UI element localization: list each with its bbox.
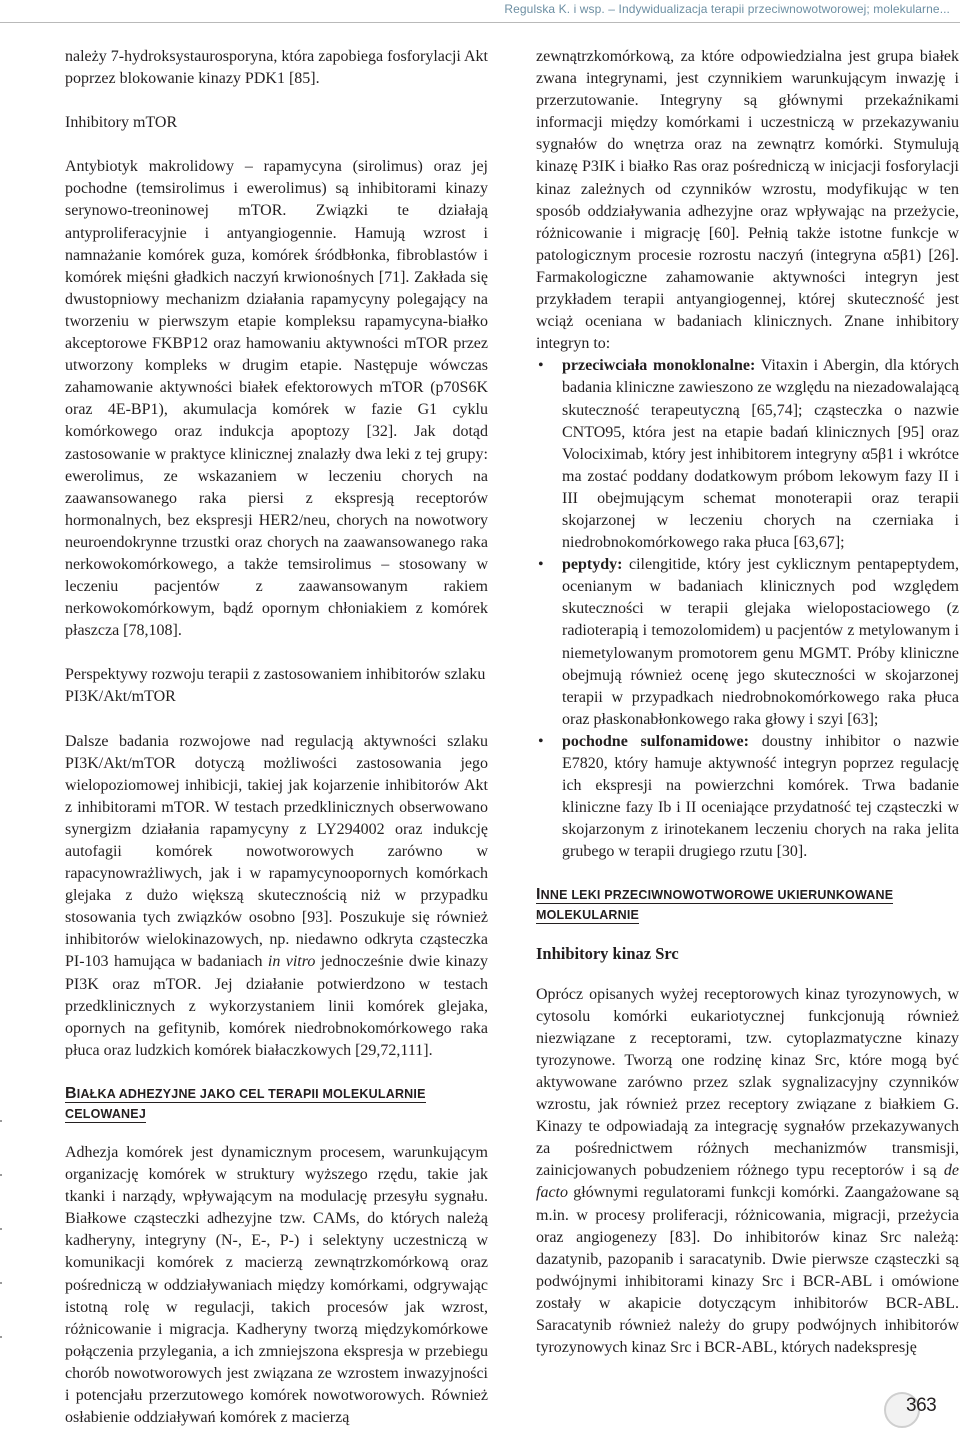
list-item	[536, 554, 959, 731]
running-head: Regulska K. i wsp. – Indywidualizacja terapii przeciwnowotworowej; molekularne...	[504, 2, 950, 16]
margin-marks	[0, 1120, 3, 1380]
integrin-inhibitor-list	[536, 355, 959, 863]
section-heading-adhesion-text: IAŁKA ADHEZYJNE JAKO CEL TERAPII MOLEKULARNIE CELOWANEJ	[65, 1086, 426, 1121]
right-column	[536, 46, 959, 1359]
paragraph-perspectives	[65, 731, 488, 1062]
paragraph-mtor: Antybiotyk makrolidowy – rapamycyna (sirolimus) oraz jej pochodne (temsirolimus i ewerolimus) są inhibitorami kinazy serynowo-treoninowej mTOR. Związki te działają antyproliferacyjnie i antyangiogennie. Hamują wzrost i namnażanie komórek guza, komórek śródbłonka, fibroblastów i komórek mięśni gładkich naczyń krwionośnych [71]. Zakłada się dwustopniowy mechanizm działania rapamycyny polegający na tworzeniu w pierwszym etapie kompleksu rapamycyna-białko akceptorowe FKBP12 oraz hamowaniu aktywności mTOR przez utworzony kompleks w drugim etapie. Następuje wówczas zahamowanie aktywności białek efektorowych mTOR (p70S6K oraz 4E-BP1), akumulacja komórek w fazie G1 cyklu komórkowego oraz indukcja apoptozy [32]. Jak dotąd zastosowanie w praktyce klinicznej znalazły dwa leki z tej grupy: ewerolimus, ze wskazaniem w leczeniu chorych na zaawansowanego raka piersi z ekspresją receptorów hormonalnych, bez ekspresji HER2/neu, chorych na nowotwory neuroendokrynne trzustki oraz chorych na zaawansowanego raka nerkowokomórkowego, a także temsirolimus – stosowany w leczeniu pacjentów z zaawansowanym rakiem nerkowokomórkowym, bądź opornym chłoniakiem z komórek płaszcza [78,108].	[65, 158, 488, 640]
list-item-term: przeciwciała monoklonalne:	[562, 357, 756, 375]
list-item-text: doustny inhibitor o nazwie E7820, który hamuje aktywność integryn poprzez regulację ich ekspresji na powierzchni komórek. Trwa badanie kliniczne fazy Ib i II oceniające przydatność tej cząsteczki w skojarzonym z irinotekanem leczeniu chorych na raka jelita grubego w terapii drugiego rzutu [30].	[562, 732, 959, 861]
list-item-term: peptydy:	[562, 556, 623, 574]
paragraph-perspectives-part2: jednocześnie dwie kinazy PI3K oraz mTOR. Jej działanie potwierdzono w testach przedklinicznych z wykorzystaniem linii komórek glejaka, opornych na gefitynib, komórek niedrobnokomórkowego raka płuca oraz ludzkich komórek białaczkowych [29,72,111].	[65, 953, 488, 1059]
section-heading-other-cap: I	[536, 886, 541, 904]
list-item-text: cilengitide, który jest cyklicznym pentapeptydem, ocenianym w badaniach klinicznych pod względem skuteczności w terapii glejaka wielopostaciowego (z radioterapią i temozolomidem) u pacjentów z metylowanym i niemetylowanym promotorem genu MGMT. Próby kliniczne obejmują również ocenę jego skuteczności w skojarzonej terapii w przypadkach niedrobnokomórkowego raka płuca oraz płaskonabłonkowego raka głowy i szyi [63];	[562, 556, 959, 728]
paragraph-adhesion: Adhezja komórek jest dynamicznym procesem, warunkującym organizację komórek w struktury wyższego rzędu, takie jak tkanki i narządy, wpływającym na modulację przesyłu sygnału. Białkowe cząsteczki adhezyjne tzw. CAMs, do których należą kadheryny, integryny (N-, E-, P-) i selektyny uczestniczą w komunikacji komórek z macierzą zewnątrzkomórkową oraz pośredniczą w oddziaływaniach między komórkami, odgrywając istotną rolę w regulacji, takich procesów jak wzrost, różnicowanie i migracja. Kadheryny tworzą międzykomórkowe połączenia przylegania, a ich zmniejszona ekspresja w przebiegu chorób nowotworowych jest związana ze wzrostem inwazyjności i potencjału przerzutowego komórek nowotworowych. Również osłabienie oddziaływań komórek z macierzą	[65, 1143, 488, 1427]
section-heading-other-drugs	[536, 885, 959, 925]
subheading-perspectives: Perspektywy rozwoju terapii z zastosowaniem inhibitorów szlaku PI3K/Akt/mTOR	[65, 666, 486, 706]
list-item-text: Vitaxin i Abergin, dla których badania kliniczne zawieszono ze względu na niezadowalającą skuteczność terapeutyczną [65,74]; cząsteczka o nazwie CNTO95, która jest na etapie badań klinicznych [95] oraz Volociximab, który jest inhibitorem integryny α5β1 i wkrótce ma zostać poddany dodatkowym próbom lekowym fazy II i III obejmującym schemat monoterapii oraz terapii skojarzonej w leczeniu chorych na czerniaka i niedrobnokomórkowego raka płuca [63,67];	[562, 357, 959, 552]
header-rule	[0, 22, 960, 23]
paragraph-intro: należy 7-hydroksystaurosporyna, która zapobiega fosforylacji Akt poprzez blokowanie kinazy PDK1 [85].	[65, 48, 488, 88]
list-item-term: pochodne sulfonamidowe:	[562, 732, 749, 750]
page-number: 363	[906, 1395, 937, 1416]
list-item	[536, 731, 959, 864]
paragraph-src-part1: Oprócz opisanych wyżej receptorowych kinaz tyrozynowych, w cytosolu komórki eukariotycznej funkcjonują również niezwiązane z receptorami, tzw. cytoplazmatyczne kinazy tyrozynowe. Tworzą one rodzinę kinaz Src, które mogą być aktywowane zarówno przez szlak sygnalizacyjny czynników wzrostu, jak również przez receptory związane z białkiem G. Kinazy te odpowiadają za integrację sygnałów przekazywanych za pośrednictwem różnych mechanizmów transmisji, zainicjowanych pobudzeniem różnego typu receptorów i są	[536, 985, 959, 1180]
paragraph-integrins: zewnątrzkomórkową, za które odpowiedzialna jest grupa białek zwana integrynami, jest czynnikiem warunkującym inwazję i przerzutowanie. Integryny są głównymi przekaźnikami informacji między komórkami i uczestniczą w przekazywaniu sygnałów do wnętrza oraz na zewnątrz komórki. Stymulują kinazę P3IK i białko Ras oraz pośredniczą w inicjacji fosforylacji kinaz zależnych od czynników wzrostu, modyfikując w ten sposób oddziaływania adhezyjne oraz wpływając na przeżycie, różnicowanie i migrację [60]. Pełnią także istotne funkcje w patologicznym procesie rozrostu naczyń (integryna α5β1) [26]. Farmakologiczne zahamowanie aktywności integryn jest przykładem terapii antyangiogennej, której skuteczność jest wciąż oceniana w badaniach klinicznych. Znane inhibitory integryn to:	[536, 48, 959, 353]
subheading-mtor: Inhibitory mTOR	[65, 114, 178, 132]
paragraph-src-part2: głównymi regulatorami funkcji komórki. Zaangażowane są m.in. w procesy proliferacji, różnicowania, migracji, przeżycia oraz angiogenezy [83]. Do inhibitorów kinaz Src należą: dazatynib, pazopanib i saracatynib. Dwie pierwsze cząsteczki są podwójnymi inhibitorami kinazy Src i BCR-ABL i omówione zostały w akapicie dotyczącym inhibitorów BCR-ABL. Saracatynib również należy do grupy podwójnych inhibitorów tyrozynowych kinaz Src i BCR-ABL, których nadekspresję	[536, 1184, 959, 1357]
de-facto-term: de facto	[536, 1162, 959, 1202]
in-vitro-term: in vitro	[267, 953, 316, 971]
section-heading-adhesion-cap: B	[65, 1084, 77, 1102]
left-column	[65, 46, 488, 1429]
list-item	[536, 355, 959, 554]
subheading-src: Inhibitory kinaz Src	[536, 944, 679, 964]
paragraph-perspectives-part1: Dalsze badania rozwojowe nad regulacją aktywności szlaku PI3K/Akt/mTOR dotyczą możliwości zastosowania jego wielopoziomowej inhibicji, takiej jak kojarzenie inhibitorów Akt z inhibitorami mTOR. W testach przedklinicznych obserwowano synergizm działania rapamycyny z LY294002 oraz indukcję autofagii komórek nowotworowych zarówno w rapacynowrażliwych, jak i w rapamycynoopornych komórkach glejaka z dużo większą skutecznością niż w przypadku stosowania tych związków osobno [93]. Poszukuje się również inhibitorów wielokinazowych, np. niedawno odkryta cząsteczka PI-103 hamująca w badaniach	[65, 732, 488, 971]
section-heading-other-text: NNE LEKI PRZECIWNOWOTWOROWE UKIERUNKOWANE MOLEKULARNIE	[536, 888, 894, 923]
section-heading-adhesion	[65, 1084, 488, 1124]
paragraph-src	[536, 984, 959, 1360]
